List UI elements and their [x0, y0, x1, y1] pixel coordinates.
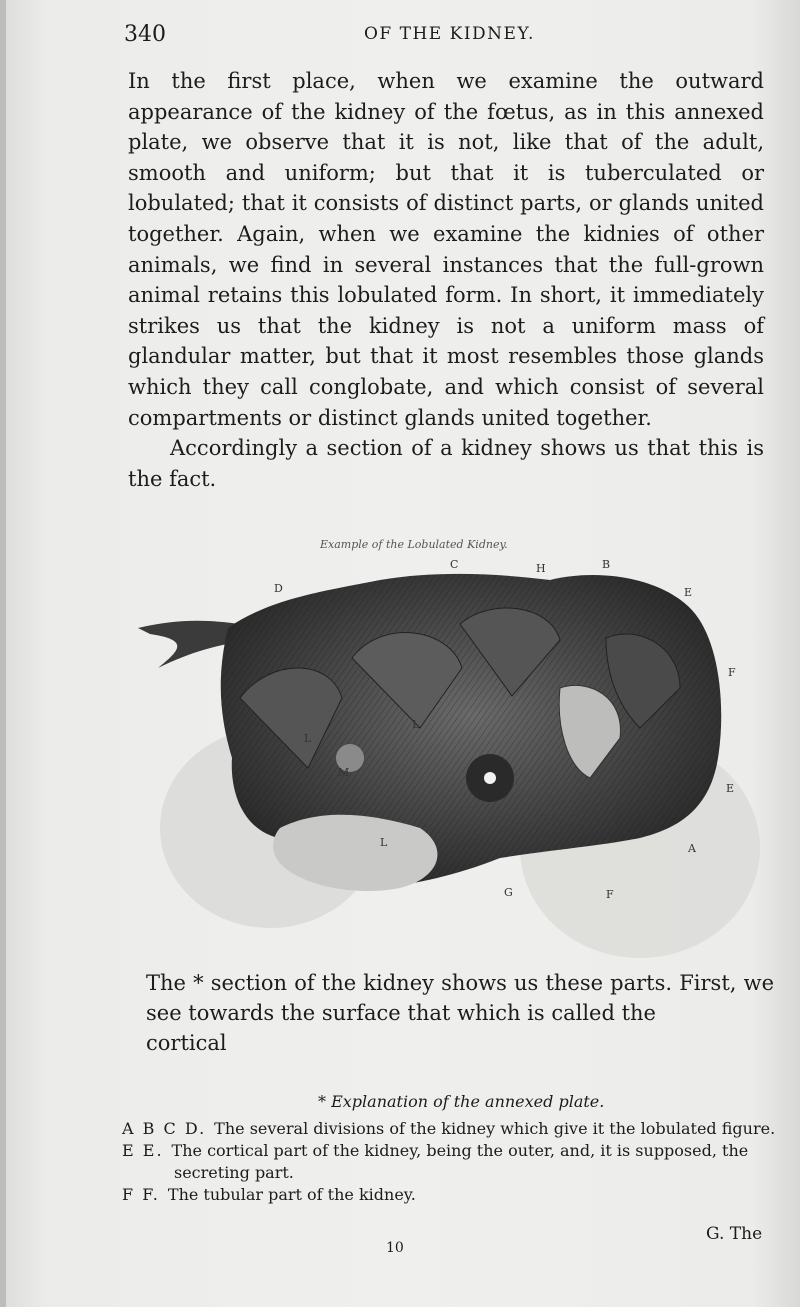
catchword: G. The: [706, 1224, 763, 1244]
plate-label-f-bottom: F: [606, 888, 614, 901]
kidney-engraving: [120, 528, 780, 968]
footnote-text: The cortical part of the kidney, being the outer, and, it is supposed, the secreting part.: [171, 1141, 749, 1182]
footnote-item: [122, 1118, 776, 1140]
footnote-item: [122, 1184, 776, 1206]
signature-mark: 10: [386, 1240, 404, 1256]
plate-label-l-3: L: [380, 836, 388, 849]
paragraph-3: The * section of the kidney shows us these parts. First, we see towards the surface that which is called the: [146, 971, 774, 1025]
paragraph-1: In the first place, when we examine the outward appearance of the kidney of the fœtus, as in this annexed plate, we observe that it is not, like that of the adult, smooth and uniform; but that it is tuberculated or lobulated; that it consists of distinct parts, or glands united together. Again, when we examine the kidnies of other animals, we find in several instances that the full-grown animal retains this lobulated form. In short, it immediately strikes us that the kidney is not a uniform mass of glandular matter, but that it most resembles those glands which they call conglobate, and which consist of several compartments or distinct glands united together.: [128, 69, 764, 430]
paragraph-2: Accordingly a section of a kidney shows us that this is the fact.: [128, 436, 764, 491]
plate-label-c: C: [450, 558, 459, 571]
plate-label-a: A: [688, 842, 696, 855]
footnote-key: E E.: [122, 1141, 164, 1160]
plate-label-f-right: F: [728, 666, 736, 679]
kidney-plate-illustration: [120, 528, 780, 968]
footnote-text: The several divisions of the kidney which give it the lobulated figure.: [214, 1119, 776, 1138]
running-head: [118, 18, 760, 48]
plate-label-m: M: [338, 766, 350, 779]
body-text-continued: [146, 968, 774, 1058]
footnote-text: The tubular part of the kidney.: [167, 1185, 416, 1204]
page-number: 340: [124, 22, 166, 47]
footnote-heading: * Explanation of the annexed plate.: [318, 1092, 605, 1111]
footnote-key: F F.: [122, 1185, 160, 1204]
plate-label-b: B: [602, 558, 611, 571]
plate-label-g: G: [504, 886, 513, 899]
plate-label-e-right: E: [726, 782, 735, 795]
plate-label-e-top: E: [684, 586, 693, 599]
footnote-key: A B C D.: [122, 1119, 207, 1138]
page-spine-shadow: [0, 0, 6, 1307]
plate-label-l-2: L: [412, 718, 420, 731]
footnote-list: [122, 1118, 776, 1206]
plate-caption: Example of the Lobulated Kidney.: [320, 538, 508, 551]
plate-label-h: H: [536, 562, 546, 575]
body-text: [128, 66, 764, 494]
header-title: OF THE KIDNEY.: [364, 24, 535, 44]
line-end-word: cortical: [146, 1031, 227, 1055]
plate-label-d: D: [274, 582, 283, 595]
footnote-item: [122, 1140, 776, 1184]
plate-label-l-1: L: [304, 732, 312, 745]
